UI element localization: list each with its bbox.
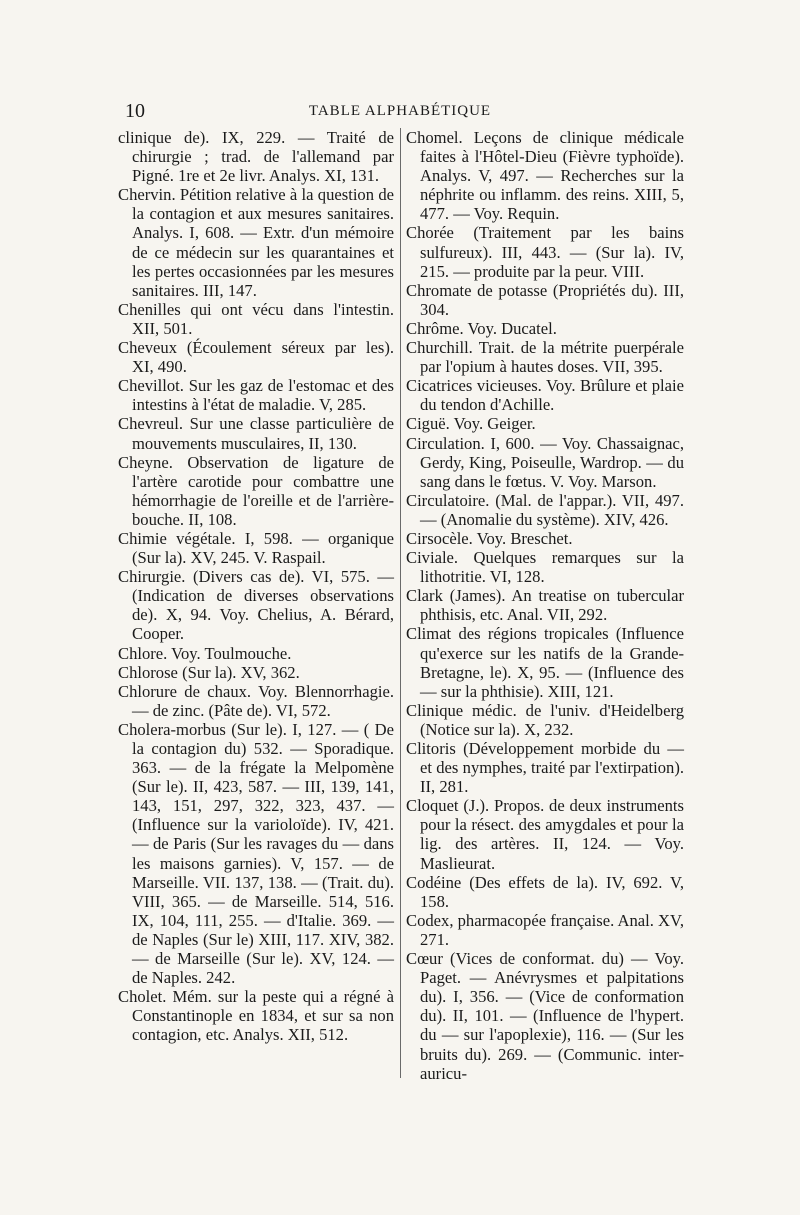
index-entry: Ciguë. Voy. Geiger.: [406, 414, 536, 434]
index-entry: Chorée (Traitement par les bains sulfureux). III, 443. — (Sur la). IV, 215. — produite par la peur. VIII.: [406, 223, 684, 281]
index-entry: Clinique médic. de l'univ. d'Heidelberg (Notice sur la). X, 232.: [406, 700, 684, 739]
index-entry: Cirsocèle. Voy. Breschet.: [406, 528, 573, 548]
index-entry: Chervin. Pétition relative à la question de la contagion et aux mesures sanitaires. Analys. I, 608. — Extr. d'un mémoire de ce médecin sur les quarantaines et les pertes occasionnées par les mesures sanitaires. III, 147.: [118, 185, 394, 300]
left-column: [118, 128, 394, 1045]
running-head: TABLE ALPHABÉTIQUE: [308, 103, 492, 119]
index-entry: Churchill. Trait. de la métrite puerpérale par l'opium à hautes doses. VII, 395.: [406, 338, 684, 377]
index-entry: Chlore. Voy. Toulmouche.: [118, 643, 292, 663]
index-entry: Chromate de potasse (Propriétés du). III, 304.: [406, 280, 684, 319]
index-entry: Clitoris (Développement morbide du — et des nymphes, traité par l'extirpation). II, 281.: [406, 739, 684, 797]
index-entry: Chlorose (Sur la). XV, 362.: [118, 662, 300, 682]
index-entry: Codex, pharmacopée française. Anal. XV, 271.: [406, 910, 685, 949]
index-entry: Codéine (Des effets de la). IV, 692. V, 158.: [406, 872, 684, 911]
index-entry: Chevreul. Sur une classe particulière de mouvements musculaires, II, 130.: [118, 414, 394, 453]
index-entry: Circulatoire. (Mal. de l'appar.). VII, 497. — (Anomalie du système). XIV, 426.: [406, 490, 684, 529]
right-column: [406, 128, 684, 1083]
index-entry: Chevillot. Sur les gaz de l'estomac et des intestins à l'état de maladie. V, 285.: [118, 376, 394, 415]
index-entry: Cheveux (Écoulement séreux par les). XI, 490.: [118, 338, 394, 377]
index-entry: Civiale. Quelques remarques sur la lithotritie. VI, 128.: [406, 548, 684, 587]
index-entry: Cholet. Mém. sur la peste qui a régné à Constantinople en 1834, et sur sa non contagion, etc. Analys. XII, 512.: [118, 987, 394, 1045]
index-entry: clinique de). IX, 229. — Traité de chirurgie ; trad. de l'allemand par Pigné. 1re et 2e livr. Analys. XI, 131.: [118, 128, 394, 186]
index-entry: Cheyne. Observation de ligature de l'artère carotide pour combattre une hémorrhagie de l'oreille et de l'arrière-bouche. II, 108.: [118, 452, 394, 529]
index-entry: Chimie végétale. I, 598. — organique (Sur la). XV, 245. V. Raspail.: [118, 528, 394, 568]
index-entry: Chirurgie. (Divers cas de). VI, 575. — (Indication de diverses observations de). X, 94. Voy. Chelius, A. Bérard, Cooper.: [118, 567, 394, 644]
index-entry: Cicatrices vicieuses. Voy. Brûlure et plaie du tendon d'Achille.: [406, 376, 684, 415]
index-entry: Chlorure de chaux. Voy. Blennorrhagie. — de zinc. (Pâte de). VI, 572.: [118, 681, 394, 720]
index-entry: Chenilles qui ont vécu dans l'intestin. XII, 501.: [118, 299, 394, 338]
index-entry: Cœur (Vices de conformat. du) — Voy. Paget. — Anévrysmes et palpitations du). I, 356. — (Vice de conformation du). II, 101. — (Influence de l'hypert. du — sur l'apoplexie), 116. — (Sur les bruits du). 269. — (Communic. inter-auricu-: [406, 949, 684, 1083]
column-divider: [400, 128, 401, 1078]
page-number: 10: [125, 100, 145, 122]
index-entry: Chomel. Leçons de clinique médicale faites à l'Hôtel-Dieu (Fièvre typhoïde). Analys. V, 497. — Recherches sur la néphrite ou inflamm. des reins. XIII, 5, 477. — Voy. Requin.: [406, 128, 684, 224]
index-entry: Circulation. I, 600. — Voy. Chassaignac, Gerdy, King, Poiseulle, Wardrop. — du sang dans le fœtus. V. Voy. Marson.: [406, 433, 684, 491]
index-entry: Cloquet (J.). Propos. de deux instruments pour la résect. des amygdales et pour la lig. des artères. II, 124. — Voy. Maslieurat.: [406, 796, 684, 873]
index-entry: Climat des régions tropicales (Influence qu'exerce sur les natifs de la Grande-Bretagne, le). X, 95. — (Influence des — sur la phthisie). XIII, 121.: [406, 624, 684, 701]
index-entry: Cholera-morbus (Sur le). I, 127. — ( De la contagion du) 532. — Sporadique. 363. — de la frégate la Melpomène (Sur le). II, 423, 587. — III, 139, 141, 143, 151, 297, 322, 323, 437. — (Influence sur la varioloïde). IV, 421. — de Paris (Sur les ravages du — dans les maisons garnies). V, 157. — de Marseille. VII. 137, 138. — (Trait. du). VIII, 365. — de Marseille. 514, 516. IX, 104, 111, 255. — d'Italie. 369. — de Naples (Sur le) XIII, 117. XIV, 382. — de Marseille (Sur le). XV, 124. — de Naples. 242.: [118, 719, 394, 988]
index-entry: Chrôme. Voy. Ducatel.: [406, 318, 557, 338]
index-entry: Clark (James). An treatise on tubercular phthisis, etc. Anal. VII, 292.: [406, 586, 684, 625]
